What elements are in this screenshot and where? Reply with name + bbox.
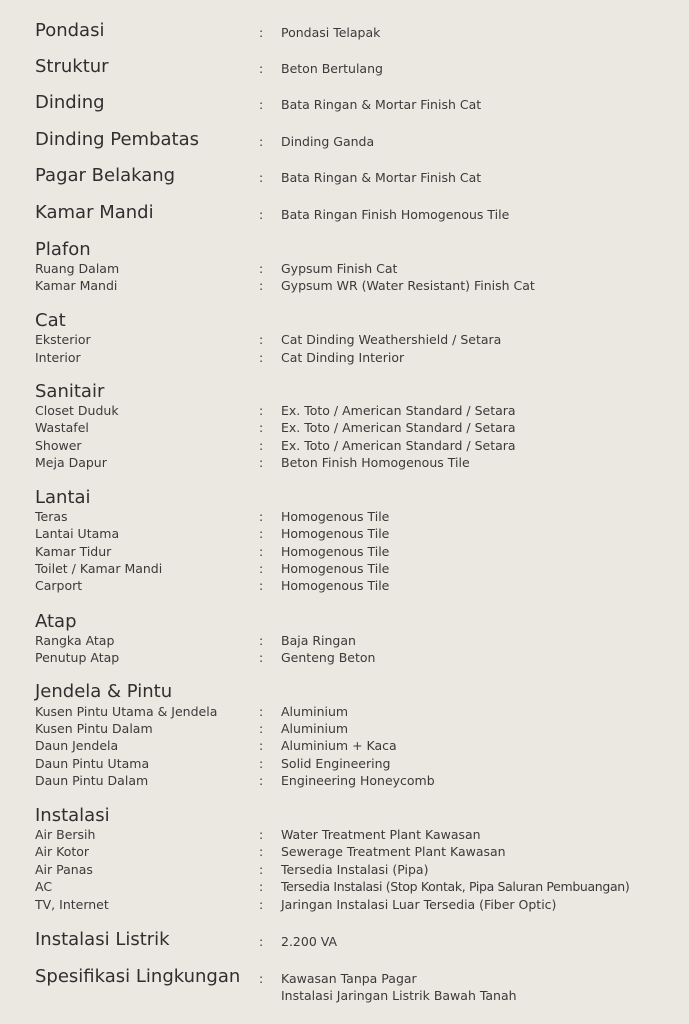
separator: : [259,438,264,453]
separator: : [259,897,264,912]
value-toilet-kamar-mandi: Homogenous Tile [281,561,390,576]
separator: : [259,773,264,788]
value-instalasi-listrik: 2.200 VA [281,934,338,949]
separator: : [259,756,264,771]
value-kusen-pintu-utama: Aluminium [281,704,349,719]
separator: : [259,544,264,559]
value-kawasan-tanpa-pagar: Kawasan Tanpa Pagar [281,971,417,986]
value-kusen-pintu-dalam: Aluminium [281,721,349,736]
heading-lantai: Lantai [35,487,91,508]
value-kamar-tidur: Homogenous Tile [281,544,390,559]
label-kusen-pintu-dalam: Kusen Pintu Dalam [35,721,153,736]
value-ruang-dalam: Gypsum Finish Cat [281,261,398,276]
heading-struktur: Struktur [35,56,109,77]
value-carport: Homogenous Tile [281,578,390,593]
label-plafon-kamar-mandi: Kamar Mandi [35,278,118,293]
label-toilet-kamar-mandi: Toilet / Kamar Mandi [35,561,163,576]
heading-instalasi: Instalasi [35,805,110,826]
label-interior: Interior [35,350,81,365]
label-ac: AC [35,879,53,894]
separator: : [259,934,264,949]
label-air-kotor: Air Kotor [35,844,90,859]
separator: : [259,704,264,719]
value-daun-pintu-dalam: Engineering Honeycomb [281,773,435,788]
label-wastafel: Wastafel [35,420,89,435]
label-kusen-pintu-utama: Kusen Pintu Utama & Jendela [35,704,218,719]
heading-dinding-pembatas: Dinding Pembatas [35,129,199,150]
value-interior: Cat Dinding Interior [281,350,405,365]
value-pondasi: Pondasi Telapak [281,25,381,40]
separator: : [259,170,264,185]
label-eksterior: Eksterior [35,332,91,347]
separator: : [259,25,264,40]
value-dinding: Bata Ringan & Mortar Finish Cat [281,97,482,112]
label-daun-pintu-utama: Daun Pintu Utama [35,756,150,771]
separator: : [259,61,264,76]
label-teras: Teras [35,509,68,524]
separator: : [259,526,264,541]
value-air-kotor: Sewerage Treatment Plant Kawasan [281,844,506,859]
separator: : [259,844,264,859]
value-tv-internet: Jaringan Instalasi Luar Tersedia (Fiber Optic) [281,897,557,912]
separator: : [259,862,264,877]
value-rangka-atap: Baja Ringan [281,633,356,648]
separator: : [259,650,264,665]
value-plafon-kamar-mandi: Gypsum WR (Water Resistant) Finish Cat [281,278,535,293]
value-ac: Tersedia Instalasi (Stop Kontak, Pipa Saluran Pembuangan) [281,879,630,894]
label-carport: Carport [35,578,83,593]
label-lantai-utama: Lantai Utama [35,526,120,541]
value-daun-pintu-utama: Solid Engineering [281,756,391,771]
separator: : [259,561,264,576]
value-dinding-pembatas: Dinding Ganda [281,134,375,149]
separator: : [259,332,264,347]
label-tv-internet: TV, Internet [35,897,109,912]
separator: : [259,578,264,593]
value-struktur: Beton Bertulang [281,61,383,76]
value-pagar-belakang: Bata Ringan & Mortar Finish Cat [281,170,482,185]
separator: : [259,721,264,736]
heading-dinding: Dinding [35,92,105,113]
label-air-bersih: Air Bersih [35,827,96,842]
heading-instalasi-listrik: Instalasi Listrik [35,929,170,950]
label-kamar-tidur: Kamar Tidur [35,544,112,559]
label-closet-duduk: Closet Duduk [35,403,119,418]
value-daun-jendela: Aluminium + Kaca [281,738,397,753]
separator: : [259,420,264,435]
separator: : [259,261,264,276]
separator: : [259,509,264,524]
heading-jendela-pintu: Jendela & Pintu [35,681,173,702]
separator: : [259,134,264,149]
heading-cat: Cat [35,310,66,331]
value-instalasi-jaringan-listrik: Instalasi Jaringan Listrik Bawah Tanah [281,988,517,1003]
heading-pondasi: Pondasi [35,20,105,41]
heading-spesifikasi-lingkungan: Spesifikasi Lingkungan [35,966,241,987]
label-rangka-atap: Rangka Atap [35,633,115,648]
value-air-bersih: Water Treatment Plant Kawasan [281,827,481,842]
heading-pagar-belakang: Pagar Belakang [35,165,176,186]
separator: : [259,97,264,112]
label-daun-jendela: Daun Jendela [35,738,119,753]
value-closet-duduk: Ex. Toto / American Standard / Setara [281,403,516,418]
separator: : [259,738,264,753]
value-lantai-utama: Homogenous Tile [281,526,390,541]
label-penutup-atap: Penutup Atap [35,650,120,665]
separator: : [259,633,264,648]
value-air-panas: Tersedia Instalasi (Pipa) [281,862,429,877]
label-meja-dapur: Meja Dapur [35,455,107,470]
value-shower: Ex. Toto / American Standard / Setara [281,438,516,453]
heading-atap: Atap [35,611,77,632]
heading-plafon: Plafon [35,239,91,260]
heading-sanitair: Sanitair [35,381,105,402]
value-eksterior: Cat Dinding Weathershield / Setara [281,332,502,347]
label-air-panas: Air Panas [35,862,93,877]
separator: : [259,971,264,986]
separator: : [259,827,264,842]
separator: : [259,350,264,365]
separator: : [259,278,264,293]
value-teras: Homogenous Tile [281,509,390,524]
separator: : [259,207,264,222]
heading-kamar-mandi: Kamar Mandi [35,202,154,223]
value-meja-dapur: Beton Finish Homogenous Tile [281,455,470,470]
value-penutup-atap: Genteng Beton [281,650,376,665]
separator: : [259,455,264,470]
label-daun-pintu-dalam: Daun Pintu Dalam [35,773,149,788]
label-ruang-dalam: Ruang Dalam [35,261,120,276]
label-shower: Shower [35,438,82,453]
value-wastafel: Ex. Toto / American Standard / Setara [281,420,516,435]
separator: : [259,403,264,418]
value-kamar-mandi: Bata Ringan Finish Homogenous Tile [281,207,510,222]
separator: : [259,879,264,894]
